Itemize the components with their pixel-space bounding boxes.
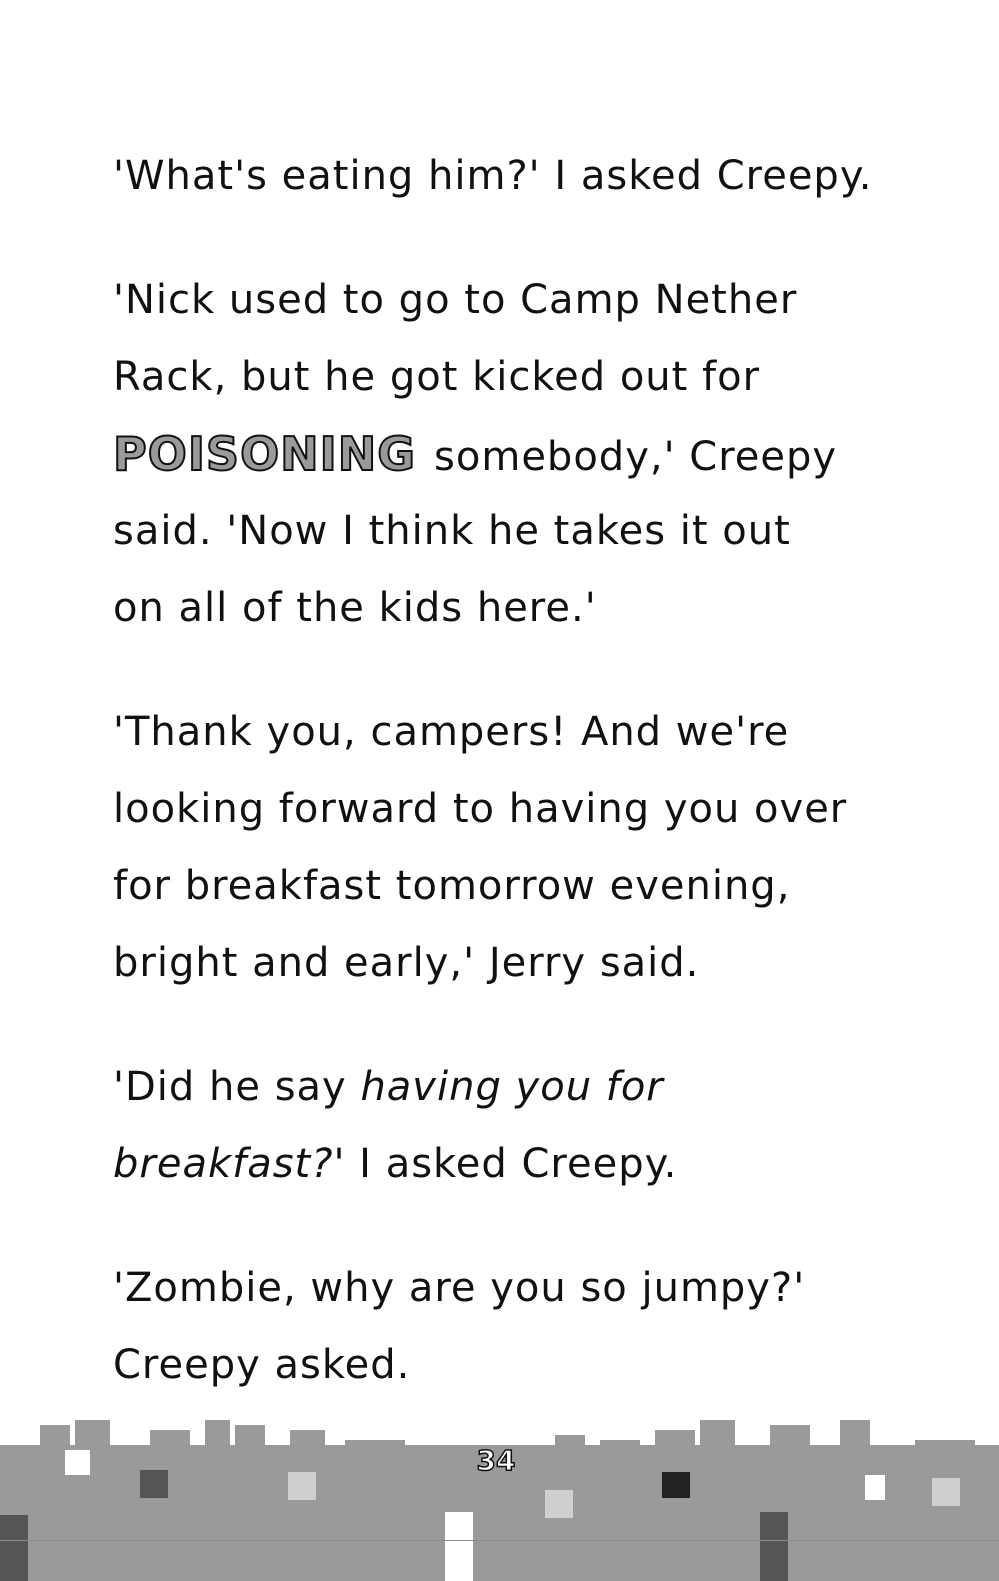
text-line: looking forward to having you over — [113, 786, 848, 832]
page-number: 34 — [476, 1444, 516, 1477]
text-line: for breakfast tomorrow evening, — [113, 863, 791, 909]
page-text — [113, 138, 873, 1404]
text-line: Creepy asked. — [113, 1342, 411, 1388]
text-segment: 'Did he say — [113, 1064, 361, 1110]
text-line: 'What's eating him?' I asked Creepy. — [113, 153, 873, 199]
text-line: 'Thank you, campers! And we're — [113, 709, 790, 755]
text-line: 'Nick used to go to Camp Nether — [113, 277, 798, 323]
text-line — [113, 1126, 873, 1203]
text-segment: ' I asked Creepy. — [333, 1141, 678, 1187]
paragraph-4 — [113, 1049, 873, 1203]
paragraph-5 — [113, 1250, 873, 1404]
text-line: bright and early,' Jerry said. — [113, 940, 700, 986]
text-line — [113, 1049, 873, 1126]
text-line: on all of the kids here.' — [113, 585, 597, 631]
paragraph-1 — [113, 138, 873, 215]
paragraph-2 — [113, 262, 873, 647]
pixel-footer-decoration — [0, 1411, 999, 1581]
text-line: said. 'Now I think he takes it out — [113, 508, 791, 554]
paragraph-3 — [113, 694, 873, 1002]
italic-text: having you for — [360, 1064, 664, 1110]
text-segment: somebody,' Creepy — [434, 434, 838, 480]
text-line: Rack, but he got kicked out for — [113, 354, 761, 400]
text-line — [113, 416, 873, 493]
poisoning-emphasis-word: POISONING — [113, 427, 417, 481]
text-line: 'Zombie, why are you so jumpy?' — [113, 1265, 806, 1311]
italic-text: breakfast? — [113, 1141, 334, 1187]
